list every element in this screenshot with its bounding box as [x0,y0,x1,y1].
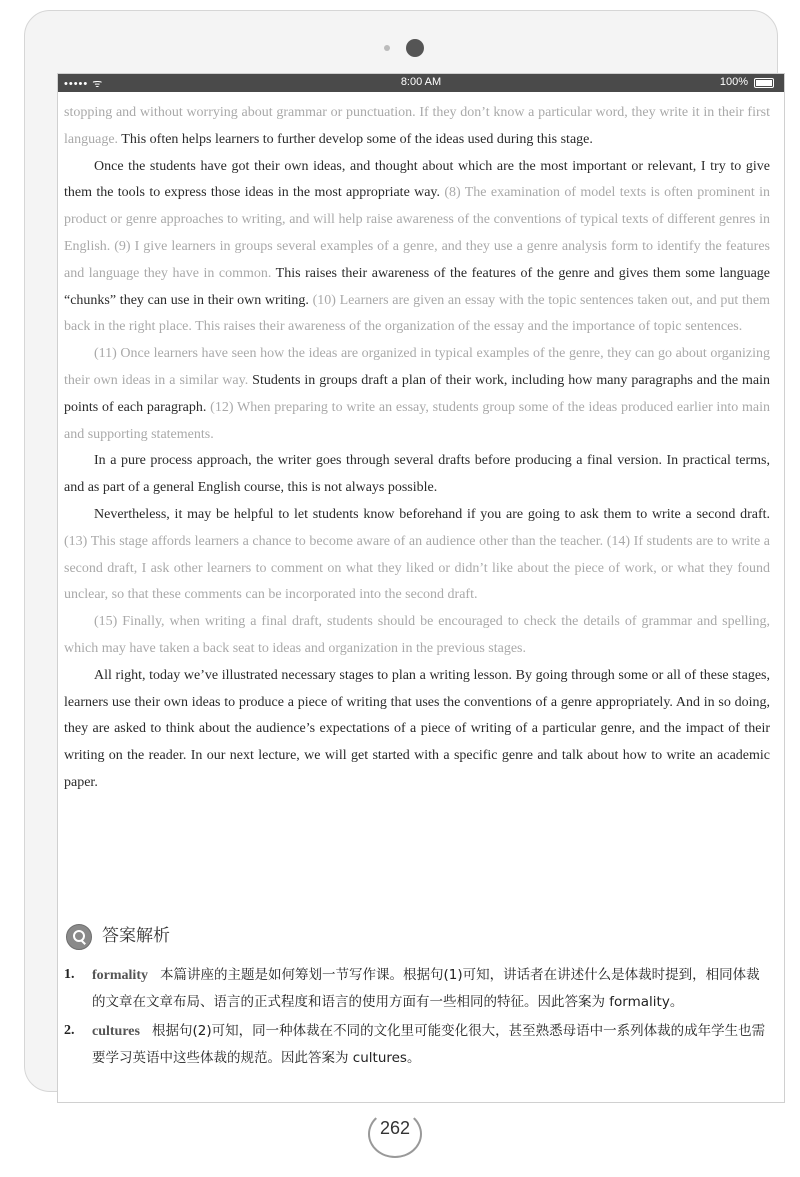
paragraph [64,609,770,663]
text-segment: In a pure process approach, the writer goes through several drafts before producing a final version. In practical terms, and as part of a general English course, this is not always possible. [64,453,770,496]
text-segment: Once the students have got their own ideas, and thought about which are the most important or relevant, I try to give them the tools to express those ideas in the most appropriate way. [64,158,770,201]
answer-number: 2. [64,1023,75,1038]
tablet-frame [24,10,778,1092]
magnifier-icon [66,924,92,950]
answer-key: formality [92,968,148,983]
answer-key: cultures [92,1024,140,1039]
paragraph [64,448,770,502]
status-time: 8:00 AM [400,76,442,88]
paragraph [64,100,770,154]
paragraph [64,663,770,797]
paragraph [64,341,770,448]
answer-explanation: 本篇讲座的主题是如何筹划一节写作课。根据句(1)可知，讲话者在讲述什么是体裁时提到，相同体裁的文章在文章布局、语言的正式程度和语言的使用方面有一些相同的特征。因此答案为 formality。 [92,967,760,1010]
signal-indicator: ••••• ᯤ [64,78,104,90]
page-number-badge [368,1110,422,1154]
sensor-dot [384,45,390,51]
text-segment: Students in groups draft a plan of their work, including how many paragraphs and the main points of each paragraph. [64,372,770,415]
paragraph [64,502,770,609]
faint-text-segment: (11) Once learners have seen how the ideas are organized in typical examples of the genre, they can go about organizing their own ideas in a similar way. [64,346,770,388]
paragraph [64,154,770,342]
battery-icon [754,78,774,88]
camera-icon [406,39,424,57]
faint-text-segment: (8) The examination of model texts is often prominent in product or genre approaches to writing, and will help raise awareness of the conventions of typical texts of different genres in English. (9) I give learners in groups several examples of a genre, and they use a genre analysis form to identify the features and language they have in common. [64,185,770,281]
answer-item [64,1018,770,1072]
faint-text-segment: (10) Learners are given an essay with the topic sentences taken out, and put them back in the right place. This raises their awareness of the organization of the essay and the importance of topic sentences. [64,292,770,335]
battery-level: 100% [719,76,748,88]
text-segment: Nevertheless, it may be helpful to let students know beforehand if you are going to ask them to write a second draft. [94,506,770,522]
screen [57,73,785,1103]
faint-text-segment: stopping and without worrying about grammar or punctuation. If they don’t know a particular word, they write it in their first language. [64,105,770,147]
document-body [64,100,770,797]
faint-text-segment: (15) Finally, when writing a final draft, students should be encouraged to check the details of grammar and spelling, which may have taken a back seat to ideas and organization in the previous stages. [64,614,770,656]
answers-list [64,962,770,1074]
answer-item [64,962,770,1016]
text-segment: All right, today we’ve illustrated necessary stages to plan a writing lesson. By going through some or all of these stages, learners use their own ideas to produce a piece of writing that uses the conventions of a genre appropriately. And in so doing, they are asked to think about the audience’s expectations of a piece of writing of a particular genre, and the impact of their writing on the reader. In our next lecture, we will get started with a specific genre and talk about how to write an academic paper. [64,667,770,790]
answers-title: 答案解析 [102,926,170,946]
faint-text-segment: (13) This stage affords learners a chance to become aware of an audience other than the teacher. (14) If students are to write a second draft, I ask other learners to comment on what they liked or didn’t like about the piece of work, or what they found unclear, so that these comments can be incorporated into the second draft. [64,533,770,603]
answer-explanation: 根据句(2)可知，同一种体裁在不同的文化里可能变化很大，甚至熟悉母语中一系列体裁的成年学生也需要学习英语中这些体裁的规范。因此答案为 cultures。 [92,1023,766,1066]
faint-text-segment: (12) When preparing to write an essay, students group some of the ideas produced earlier into main and supporting statements. [64,399,771,442]
text-segment: This raises their awareness of the features of the genre and gives them some language “chunks” they can use in their own writing. [64,265,770,308]
status-bar [58,74,784,92]
answer-number: 1. [64,967,75,982]
text-segment: This often helps learners to further develop some of the ideas used during this stage. [121,131,593,147]
page-number: 262 [379,1118,411,1138]
